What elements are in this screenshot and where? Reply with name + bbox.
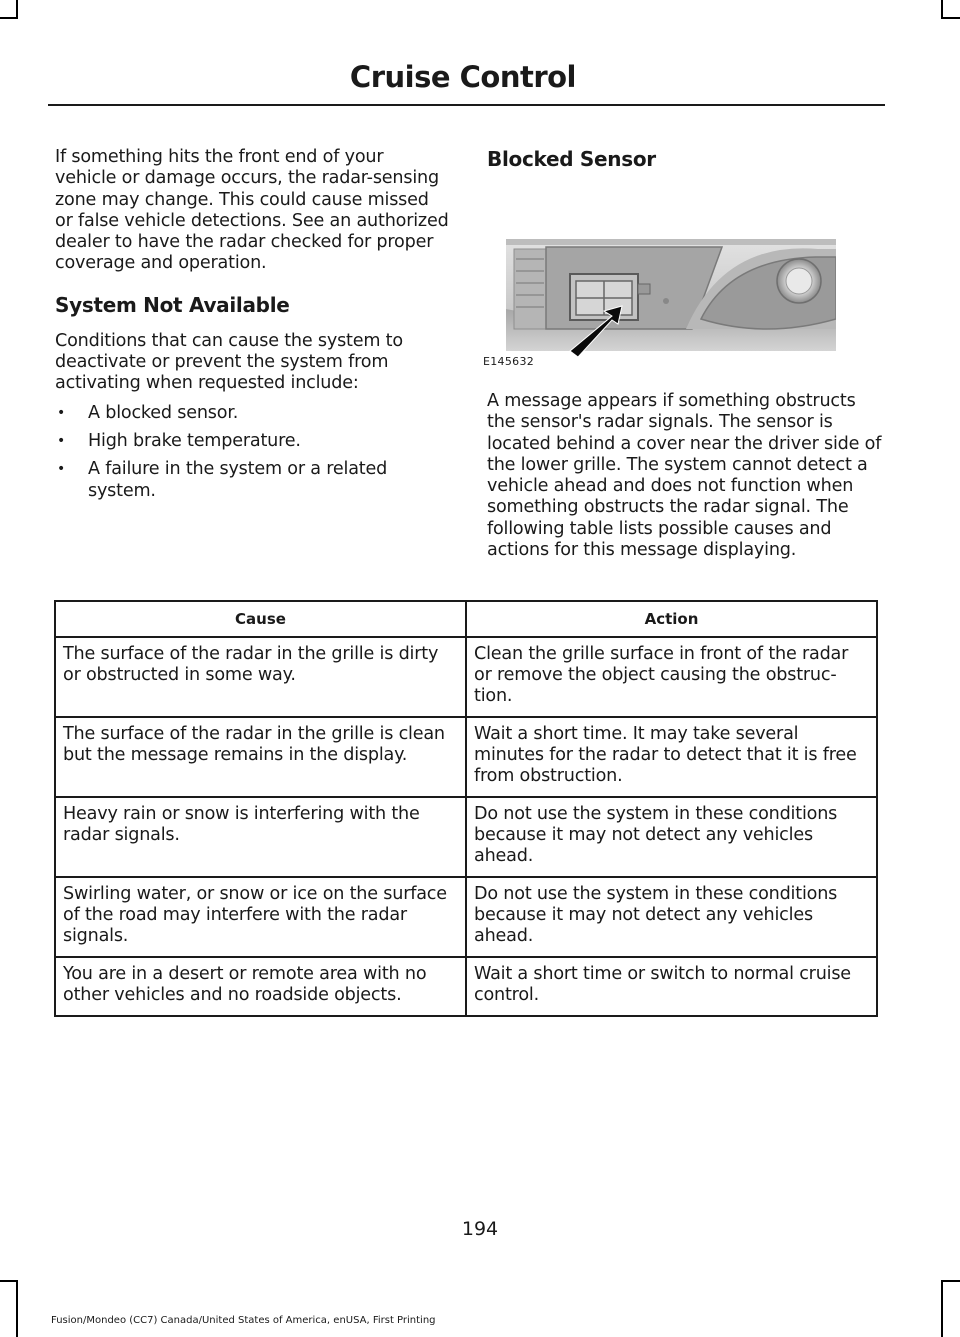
action-cell: Wait a short time. It may take several minutes for the radar to detect that it is free from obstruction. — [466, 717, 877, 797]
condition-list — [55, 403, 450, 502]
grille-sensor-drawing — [486, 189, 836, 364]
sensor-illustration — [483, 189, 836, 368]
list-item: • A failure in the system or a related system. — [55, 459, 450, 502]
action-cell: Wait a short time or switch to normal cruise control. — [466, 957, 877, 1016]
crop-mark — [16, 1280, 18, 1337]
column-header-cause: Cause — [55, 601, 466, 637]
table-row — [55, 957, 877, 1016]
cause-cell: The surface of the radar in the grille is dirty or obstructed in some way. — [55, 637, 466, 717]
intro-paragraph: If something hits the front end of your vehicle or damage occurs, the radar-sensing zone may change. This could cause missed or false vehicle detections. See an authorized dealer to have the radar checked for proper coverage and operation. — [55, 147, 449, 274]
action-cell: Clean the grille surface in front of the radar or remove the object causing the obstruc-tion. — [466, 637, 877, 717]
page-number: 194 — [461, 1218, 499, 1240]
table-row — [55, 637, 877, 717]
cause-cell: Swirling water, or snow or ice on the surface of the road may interfere with the radar signals. — [55, 877, 466, 957]
crop-mark — [941, 1280, 943, 1337]
crop-mark — [941, 17, 960, 19]
crop-mark — [16, 0, 18, 18]
cause-cell: You are in a desert or remote area with no other vehicles and no roadside objects. — [55, 957, 466, 1016]
page-title: Cruise Control — [349, 60, 576, 94]
right-column — [483, 147, 882, 561]
blocked-sensor-paragraph: A message appears if something obstructs the sensor's radar signals. The sensor is located behind a cover near the driver side of the lower grille. The system cannot detect a vehicle ahead and does not function when something obstructs the radar signal. The following table lists possible causes and actions for this message displaying. — [487, 391, 882, 561]
figure-id: E145632 — [483, 355, 535, 368]
page-header — [48, 60, 884, 94]
crop-mark — [0, 17, 18, 19]
action-cell: Do not use the system in these conditions because it may not detect any vehicles ahead. — [466, 797, 877, 877]
crop-mark — [0, 1280, 18, 1282]
header-divider — [48, 104, 885, 106]
action-cell: Do not use the system in these conditions because it may not detect any vehicles ahead. — [466, 877, 877, 957]
section-heading-blocked-sensor: Blocked Sensor — [487, 147, 656, 171]
column-header-action: Action — [466, 601, 877, 637]
section-paragraph: Conditions that can cause the system to deactivate or prevent the system from activating when requested include: — [55, 330, 403, 394]
crop-mark — [941, 1280, 960, 1282]
list-item: • A blocked sensor. — [55, 403, 450, 424]
crop-mark — [941, 0, 943, 18]
cause-cell: Heavy rain or snow is interfering with the radar signals. — [55, 797, 466, 877]
table-row — [55, 877, 877, 957]
left-column — [55, 147, 450, 502]
table-header-row — [55, 601, 877, 637]
footer-text: Fusion/Mondeo (CC7) Canada/United States of America, enUSA, First Printing — [51, 1315, 436, 1326]
section-heading-system-not-available: System Not Available — [55, 292, 290, 317]
cause-action-table — [54, 600, 878, 1017]
list-item: • High brake temperature. — [55, 431, 450, 452]
cause-cell: The surface of the radar in the grille is clean but the message remains in the display. — [55, 717, 466, 797]
table-row — [55, 797, 877, 877]
table-row — [55, 717, 877, 797]
